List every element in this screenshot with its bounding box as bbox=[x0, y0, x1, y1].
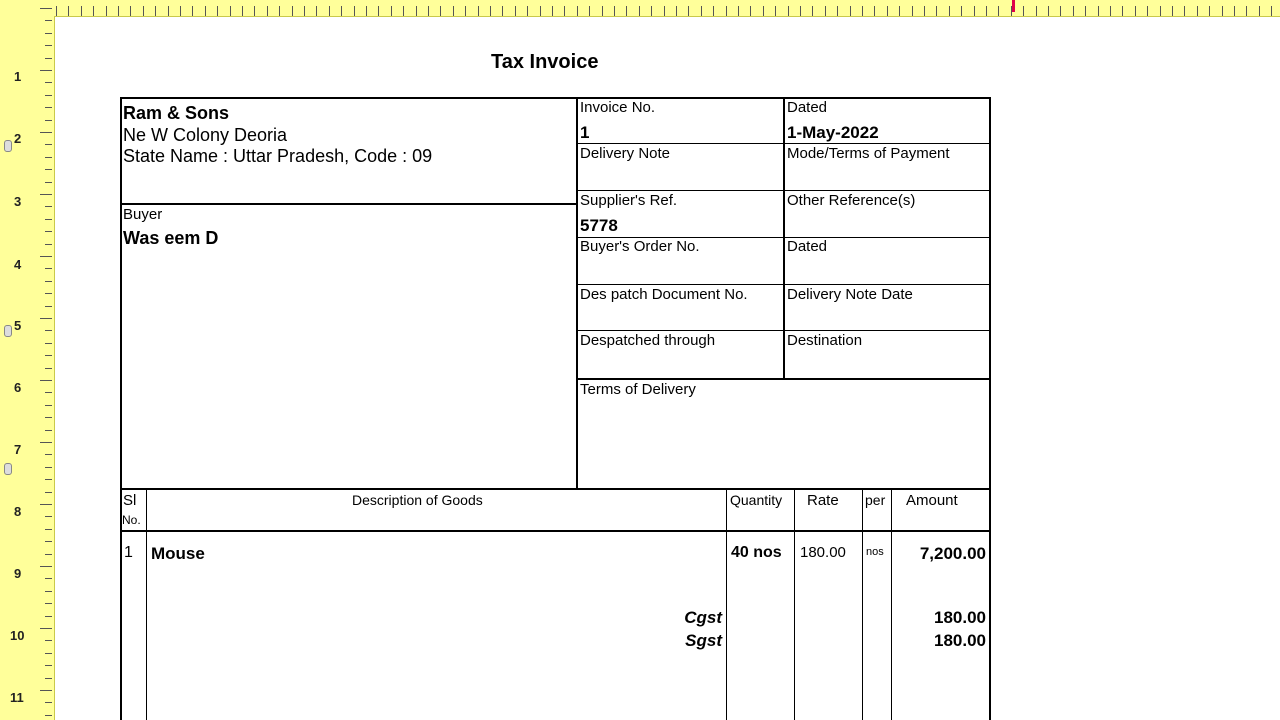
ruler-number: 9 bbox=[14, 566, 22, 581]
ruler-tick bbox=[664, 6, 665, 16]
ruler-tick bbox=[800, 6, 801, 16]
ruler-tick bbox=[912, 6, 913, 16]
invoice-no-label: Invoice No. bbox=[580, 99, 656, 116]
ruler-tick bbox=[155, 6, 156, 16]
seller-address: Ne W Colony Deoria bbox=[123, 125, 288, 145]
ruler-tick bbox=[45, 368, 52, 369]
ruler-tick bbox=[1110, 6, 1111, 16]
tax-name-cgst: Cgst bbox=[684, 608, 722, 627]
ruler-tick bbox=[230, 6, 231, 16]
ruler-tick bbox=[45, 678, 52, 679]
ruler-tick bbox=[626, 6, 627, 16]
ruler-tick bbox=[45, 268, 52, 269]
ruler-tick bbox=[1234, 6, 1235, 16]
ruler-tick bbox=[40, 628, 52, 629]
item-quantity: 40 nos bbox=[731, 544, 782, 561]
buyer-label: Buyer bbox=[123, 206, 163, 223]
col-header-description: Description of Goods bbox=[352, 492, 483, 508]
ruler-tick bbox=[329, 6, 330, 16]
ruler-tick bbox=[45, 454, 52, 455]
ruler-tick bbox=[998, 6, 999, 16]
ruler-tick bbox=[45, 430, 52, 431]
ruler-tick bbox=[825, 6, 826, 16]
ruler-tick bbox=[205, 6, 206, 16]
ruler-tick bbox=[267, 6, 268, 16]
column-divider bbox=[862, 488, 863, 720]
ruler-tick bbox=[45, 169, 52, 170]
terms-of-delivery-label: Terms of Delivery bbox=[580, 381, 696, 398]
ruler-tick bbox=[416, 6, 417, 16]
ruler-tick bbox=[40, 318, 52, 319]
dated-label: Dated bbox=[787, 99, 828, 116]
ruler-tick bbox=[45, 417, 52, 418]
ruler-tick bbox=[1209, 6, 1210, 16]
item-description: Mouse bbox=[151, 544, 205, 563]
item-sl: 1 bbox=[124, 544, 133, 561]
ruler-tick bbox=[602, 6, 603, 16]
table-border bbox=[989, 97, 991, 720]
ruler-tick bbox=[45, 330, 52, 331]
ruler-tick bbox=[40, 8, 52, 9]
ruler-tick bbox=[45, 45, 52, 46]
ruler-tick bbox=[354, 6, 355, 16]
ruler-tick bbox=[478, 6, 479, 16]
divider bbox=[120, 488, 991, 490]
ruler-tick bbox=[45, 492, 52, 493]
ruler-tick bbox=[45, 665, 52, 666]
ruler-tick bbox=[45, 541, 52, 542]
ruler-tick bbox=[862, 6, 863, 16]
ruler-tick bbox=[614, 6, 615, 16]
ruler-number: 2 bbox=[14, 131, 22, 146]
ruler-tick bbox=[45, 578, 52, 579]
ruler-number: 5 bbox=[14, 318, 22, 333]
ruler-tick bbox=[68, 6, 69, 16]
ruler-tick bbox=[316, 6, 317, 16]
column-divider bbox=[146, 488, 147, 720]
ruler-tick bbox=[1073, 6, 1074, 16]
divider bbox=[576, 378, 989, 380]
ruler-tick bbox=[961, 6, 962, 16]
ruler-tick bbox=[540, 6, 541, 16]
ruler-tick bbox=[45, 516, 52, 517]
ruler-tick bbox=[788, 6, 789, 16]
ruler-tick bbox=[45, 120, 52, 121]
ruler-tick bbox=[1098, 6, 1099, 16]
col-header-no: No. bbox=[122, 513, 141, 527]
ruler-tick bbox=[279, 6, 280, 16]
ruler-tick bbox=[391, 6, 392, 16]
ruler-tick bbox=[775, 6, 776, 16]
ruler-tick bbox=[40, 442, 52, 443]
ruler-tick bbox=[180, 6, 181, 16]
ruler-tick bbox=[701, 6, 702, 16]
col-header-quantity: Quantity bbox=[730, 492, 783, 508]
ruler-tick bbox=[490, 6, 491, 16]
ruler-tick bbox=[45, 58, 52, 59]
ruler-tick bbox=[1060, 6, 1061, 16]
dated-value: 1-May-2022 bbox=[787, 123, 879, 142]
ruler-tick bbox=[366, 6, 367, 16]
ruler-tick bbox=[986, 6, 987, 16]
ruler-tick bbox=[40, 504, 52, 505]
ruler-tick bbox=[242, 6, 243, 16]
ruler-tick bbox=[750, 6, 751, 16]
ruler-number: 8 bbox=[14, 504, 22, 519]
ruler-tick bbox=[440, 6, 441, 16]
ruler-tick bbox=[639, 6, 640, 16]
ruler-tick bbox=[874, 6, 875, 16]
col-header-per: per bbox=[865, 492, 886, 508]
ruler-number: 6 bbox=[14, 380, 22, 395]
tax-amount-cgst: 180.00 bbox=[934, 608, 986, 627]
ruler-tick bbox=[40, 132, 52, 133]
ruler-tick bbox=[45, 392, 52, 393]
ruler-tick bbox=[577, 6, 578, 16]
table-border bbox=[120, 97, 122, 720]
mode-terms-label: Mode/Terms of Payment bbox=[787, 145, 950, 162]
ruler-tick bbox=[45, 144, 52, 145]
suppliers-ref-label: Supplier's Ref. bbox=[580, 192, 678, 209]
ruler-tick bbox=[688, 6, 689, 16]
tax-name-sgst: Sgst bbox=[685, 631, 722, 650]
item-amount: 7,200.00 bbox=[919, 544, 986, 563]
ruler-tick bbox=[1246, 6, 1247, 16]
ruler-tick bbox=[45, 95, 52, 96]
ruler-tick bbox=[738, 6, 739, 16]
ruler-tick bbox=[651, 6, 652, 16]
ruler-tick bbox=[453, 6, 454, 16]
ruler-tick bbox=[45, 107, 52, 108]
ruler-tick bbox=[143, 6, 144, 16]
ruler-tick bbox=[45, 479, 52, 480]
ruler-number: 1 bbox=[14, 69, 22, 84]
ruler-margin-handle[interactable] bbox=[4, 140, 12, 152]
ruler-tick bbox=[168, 6, 169, 16]
ruler-tick bbox=[56, 6, 57, 16]
ruler-number: 3 bbox=[14, 194, 22, 209]
ruler-tick bbox=[1271, 6, 1272, 16]
ruler-tick bbox=[45, 157, 52, 158]
ruler-tick bbox=[936, 6, 937, 16]
ruler-tick bbox=[502, 6, 503, 16]
ruler-tick bbox=[1085, 6, 1086, 16]
ruler-tick bbox=[552, 6, 553, 16]
despatched-through-label: Despatched through bbox=[580, 332, 716, 349]
column-divider bbox=[794, 488, 795, 720]
vertical-ruler bbox=[0, 0, 55, 720]
ruler-tick bbox=[899, 6, 900, 16]
ruler-tick bbox=[850, 6, 851, 16]
ruler-tick bbox=[45, 591, 52, 592]
ruler-tick bbox=[45, 715, 52, 716]
ruler-number: 10 bbox=[10, 628, 25, 643]
ruler-tick bbox=[45, 33, 52, 34]
ruler-number: 11 bbox=[10, 690, 24, 705]
despatch-document-label: Des patch Document No. bbox=[580, 286, 748, 303]
ruler-tick bbox=[45, 467, 52, 468]
ruler-number: 7 bbox=[14, 442, 22, 457]
ruler-tick bbox=[713, 6, 714, 16]
ruler-tick bbox=[1259, 6, 1260, 16]
ruler-tick bbox=[45, 529, 52, 530]
buyer-name: Was eem D bbox=[123, 228, 219, 248]
ruler-tick bbox=[45, 616, 52, 617]
ruler-tick bbox=[726, 6, 727, 16]
ruler-tick bbox=[378, 6, 379, 16]
ruler-tick bbox=[40, 566, 52, 567]
ruler-tick bbox=[40, 70, 52, 71]
ruler-tick bbox=[837, 6, 838, 16]
ruler-tick bbox=[93, 6, 94, 16]
ruler-tick bbox=[1184, 6, 1185, 16]
ruler-tick bbox=[45, 20, 52, 21]
divider bbox=[576, 284, 989, 285]
buyers-order-label: Buyer's Order No. bbox=[580, 238, 700, 255]
item-rate: 180.00 bbox=[800, 544, 846, 561]
order-dated-label: Dated bbox=[787, 238, 828, 255]
ruler-tick bbox=[1135, 6, 1136, 16]
ruler-tick bbox=[1147, 6, 1148, 16]
ruler-tick bbox=[887, 6, 888, 16]
ruler-tick bbox=[118, 6, 119, 16]
ruler-tick bbox=[45, 219, 52, 220]
ruler-tick bbox=[589, 6, 590, 16]
ruler-tick bbox=[45, 405, 52, 406]
tax-amount-sgst: 180.00 bbox=[934, 631, 986, 650]
divider bbox=[576, 97, 578, 489]
horizontal-ruler bbox=[54, 0, 1280, 17]
ruler-tick bbox=[254, 6, 255, 16]
ruler-tick bbox=[1160, 6, 1161, 16]
seller-state: State Name : Uttar Pradesh, Code : 09 bbox=[123, 146, 433, 166]
ruler-tick bbox=[45, 206, 52, 207]
ruler-tick bbox=[676, 6, 677, 16]
divider bbox=[120, 203, 577, 205]
divider bbox=[783, 97, 785, 380]
ruler-tick bbox=[45, 640, 52, 641]
ruler-number: 4 bbox=[14, 257, 22, 272]
ruler-tick bbox=[1048, 6, 1049, 16]
ruler-tick bbox=[465, 6, 466, 16]
ruler-tick bbox=[403, 6, 404, 16]
ruler-tick bbox=[1122, 6, 1123, 16]
ruler-tick bbox=[515, 6, 516, 16]
ruler-tick bbox=[292, 6, 293, 16]
column-divider bbox=[726, 488, 727, 720]
ruler-tick bbox=[1036, 6, 1037, 16]
ruler-tick bbox=[304, 6, 305, 16]
destination-label: Destination bbox=[787, 332, 863, 349]
ruler-tick bbox=[45, 653, 52, 654]
divider bbox=[120, 530, 991, 532]
ruler-tick bbox=[1023, 6, 1024, 16]
ruler-tick bbox=[130, 6, 131, 16]
delivery-note-date-label: Delivery Note Date bbox=[787, 286, 913, 303]
invoice-title: Tax Invoice bbox=[491, 51, 599, 73]
ruler-tick bbox=[45, 82, 52, 83]
ruler-margin-handle[interactable] bbox=[4, 325, 12, 337]
item-per: nos bbox=[866, 546, 884, 558]
ruler-tick bbox=[40, 194, 52, 195]
ruler-tick bbox=[81, 6, 82, 16]
seller-name: Ram & Sons bbox=[123, 103, 230, 123]
ruler-tick bbox=[45, 281, 52, 282]
invoice-no-value: 1 bbox=[580, 123, 590, 142]
ruler-tick bbox=[40, 380, 52, 381]
ruler-tick bbox=[428, 6, 429, 16]
ruler-tick bbox=[45, 554, 52, 555]
ruler-tick bbox=[1197, 6, 1198, 16]
divider bbox=[576, 143, 989, 144]
ruler-tick bbox=[812, 6, 813, 16]
ruler-tick bbox=[45, 306, 52, 307]
ruler-tick bbox=[564, 6, 565, 16]
ruler-tick bbox=[1222, 6, 1223, 16]
ruler-tick bbox=[949, 6, 950, 16]
ruler-tick bbox=[45, 343, 52, 344]
col-header-rate: Rate bbox=[807, 492, 839, 509]
ruler-tick bbox=[106, 6, 107, 16]
ruler-tick bbox=[45, 231, 52, 232]
ruler-tick bbox=[974, 6, 975, 16]
ruler-tick bbox=[45, 702, 52, 703]
ruler-position-marker bbox=[1012, 0, 1015, 12]
ruler-tick bbox=[45, 293, 52, 294]
table-border bbox=[120, 97, 991, 99]
suppliers-ref-value: 5778 bbox=[580, 216, 618, 235]
ruler-tick bbox=[192, 6, 193, 16]
delivery-note-label: Delivery Note bbox=[580, 145, 671, 162]
divider bbox=[576, 330, 989, 331]
col-header-amount: Amount bbox=[906, 492, 958, 509]
ruler-tick bbox=[45, 355, 52, 356]
column-divider bbox=[891, 488, 892, 720]
ruler-margin-handle[interactable] bbox=[4, 463, 12, 475]
ruler-tick bbox=[40, 690, 52, 691]
ruler-tick bbox=[341, 6, 342, 16]
ruler-tick bbox=[217, 6, 218, 16]
ruler-tick bbox=[45, 182, 52, 183]
ruler-tick bbox=[924, 6, 925, 16]
ruler-tick bbox=[40, 256, 52, 257]
ruler-tick bbox=[1172, 6, 1173, 16]
ruler-tick bbox=[527, 6, 528, 16]
ruler-tick bbox=[763, 6, 764, 16]
other-references-label: Other Reference(s) bbox=[787, 192, 916, 209]
ruler-tick bbox=[45, 244, 52, 245]
divider bbox=[576, 190, 989, 191]
col-header-sl: Sl bbox=[123, 492, 137, 509]
ruler-tick bbox=[45, 603, 52, 604]
